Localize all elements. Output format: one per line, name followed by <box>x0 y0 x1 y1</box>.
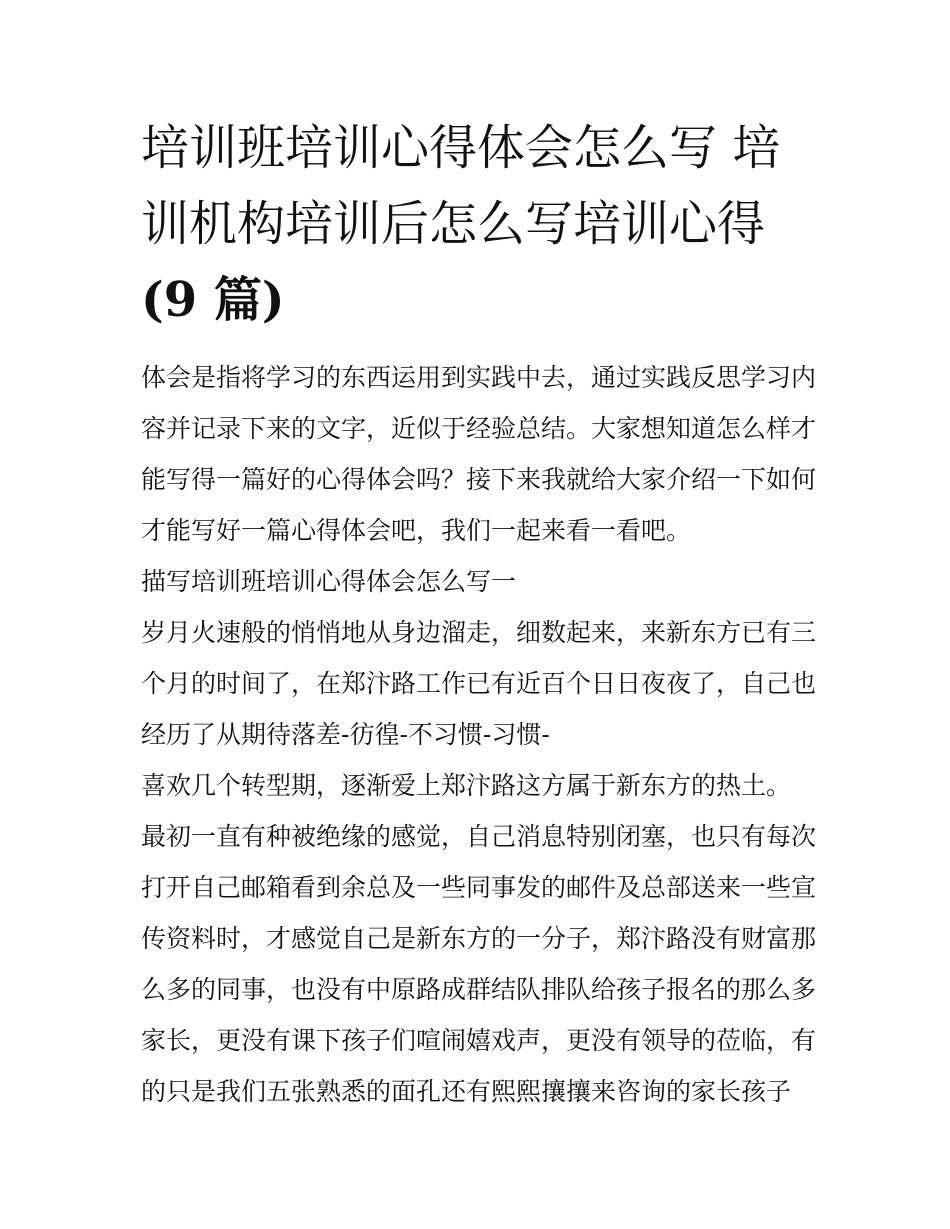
document-page <box>141 110 817 1117</box>
section-heading: 描写培训班培训心得体会怎么写一 <box>141 567 517 596</box>
document-title <box>141 110 813 338</box>
body-line: 个月的时间了，在郑汴路工作已有近百个日日夜夜了，自己也 <box>141 669 817 698</box>
body-line: 容并记录下来的文字，近似于经验总结。大家想知道怎么样才 <box>141 414 817 443</box>
body-line: 体会是指将学习的东西运用到实践中去，通过实践反思学习内 <box>141 363 817 392</box>
title-line-1: 培训班培训心得体会怎么写 培 <box>141 120 781 176</box>
body-line: 的只是我们五张熟悉的面孔还有熙熙攘攘来咨询的家长孩子 <box>141 1077 792 1106</box>
title-line-2: 训机构培训后怎么写培训心得 <box>141 196 766 252</box>
title-line-3: (9 篇) <box>141 272 285 328</box>
body-line: 家长，更没有课下孩子们喧闹嬉戏声，更没有领导的莅临，有 <box>141 1026 817 1055</box>
body-line: 能写得一篇好的心得体会吗？接下来我就给大家介绍一下如何 <box>141 465 817 494</box>
body-line: 岁月火速般的悄悄地从身边溜走，细数起来，来新东方已有三 <box>141 618 817 647</box>
body-line: 最初一直有种被绝缘的感觉，自己消息特别闭塞，也只有每次 <box>141 822 817 851</box>
body-line: 才能写好一篇心得体会吧，我们一起来看一看吧。 <box>141 516 692 545</box>
body-line: 么多的同事，也没有中原路成群结队排队给孩子报名的那么多 <box>141 975 817 1004</box>
body-line: 经历了从期待落差-彷徨-不习惯-习惯- <box>141 720 550 749</box>
body-line: 传资料时，才感觉自己是新东方的一分子，郑汴路没有财富那 <box>141 924 817 953</box>
body-line: 打开自己邮箱看到余总及一些同事发的邮件及总部送来一些宣 <box>141 873 817 902</box>
body-line: 喜欢几个转型期，逐渐爱上郑汴路这方属于新东方的热土。 <box>141 771 792 800</box>
document-body <box>141 352 817 1117</box>
